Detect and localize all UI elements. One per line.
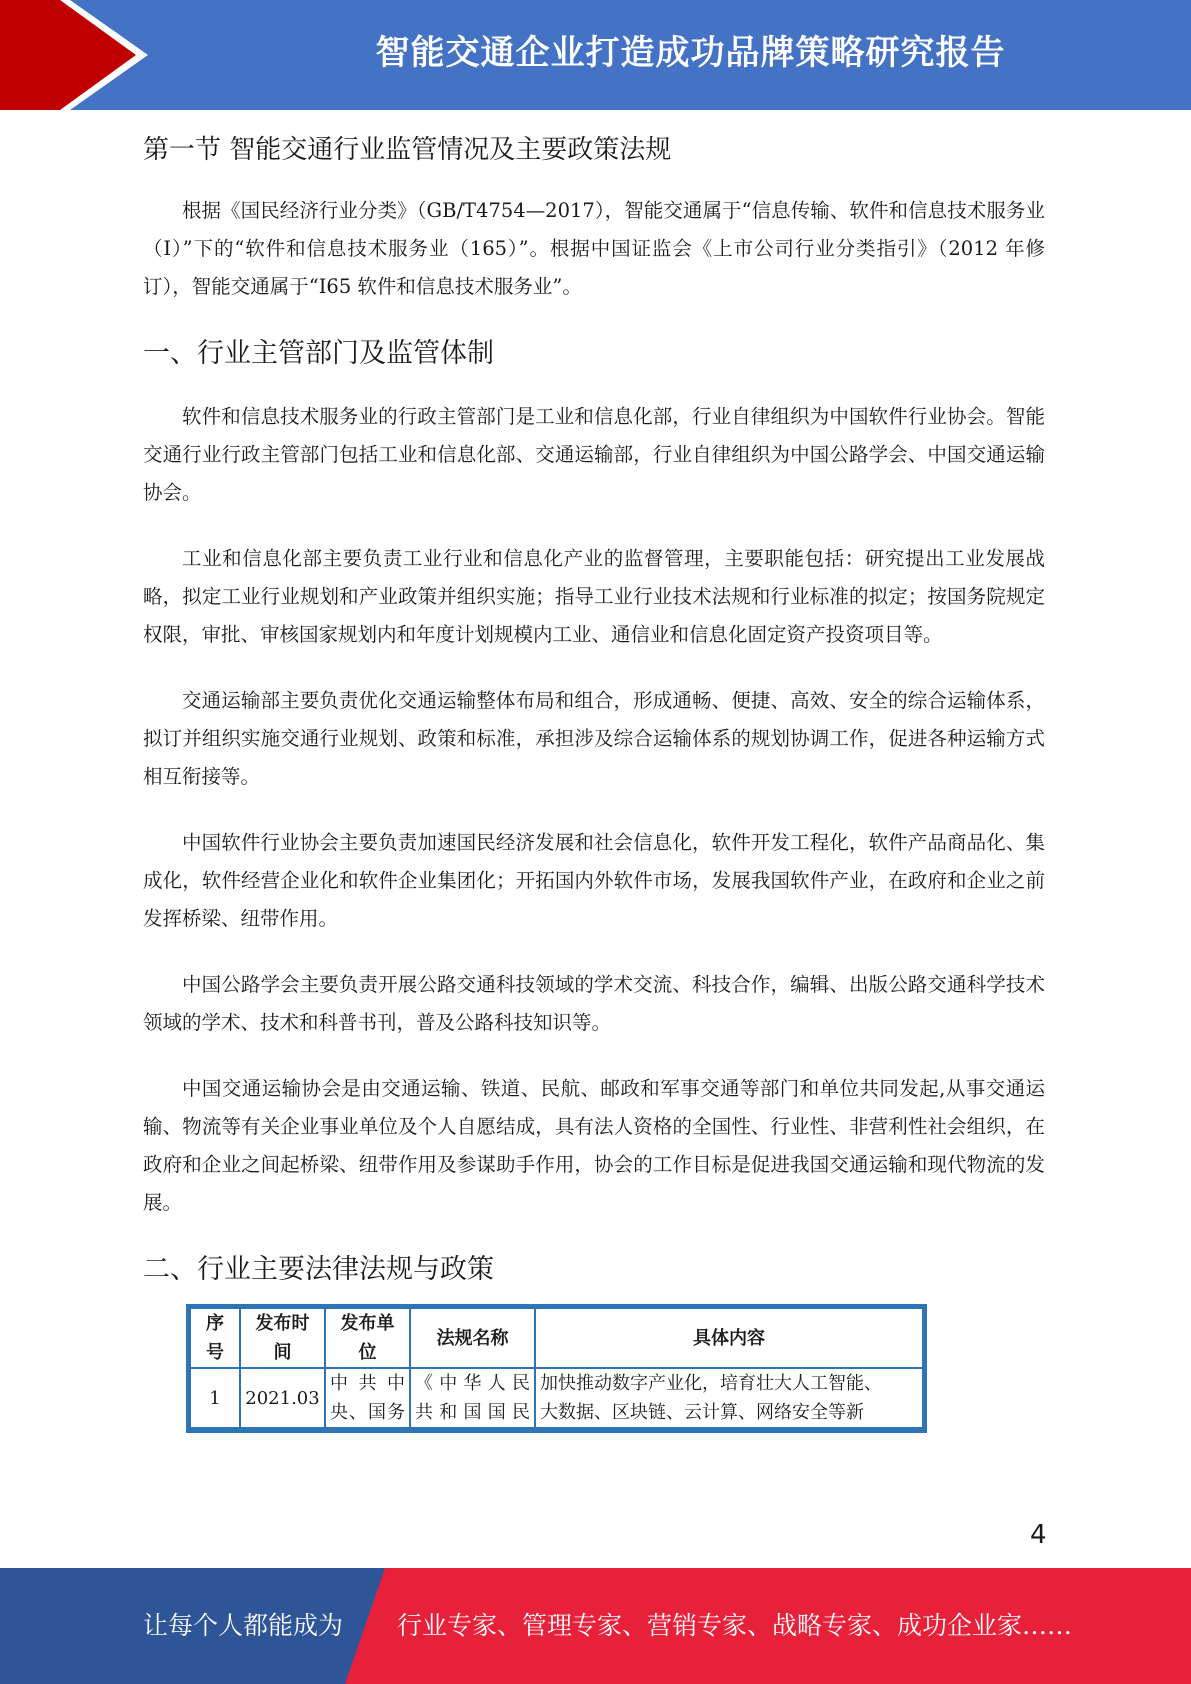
paragraph: 中国公路学会主要负责开展公路交通科技领域的学术交流、科技合作，编辑、出版公路交通科学技术领域的学术、技术和科普书刊，普及公路科技知识等。 xyxy=(143,973,1045,1034)
cell-no: 1 xyxy=(190,1368,240,1428)
col-header-name: 法规名称 xyxy=(410,1308,535,1368)
section-title: 第一节 智能交通行业监管情况及主要政策法规 xyxy=(143,135,672,165)
subsection-title-regulators: 一、行业主管部门及监管体制 xyxy=(143,338,494,369)
col-header-content: 具体内容 xyxy=(535,1308,923,1368)
intro-paragraph: 根据《国民经济行业分类》（GB/T4754—2017），智能交通属于“信息传输、软件和信息技术服务业（I）”下的“软件和信息技术服务业（165）”。根据中国证监会《上市公司行业分类指引》（2012 年修订），智能交通属于“I65 软件和信息技术服务业”。 xyxy=(143,199,1045,298)
main-content xyxy=(143,130,1045,1433)
paragraph: 工业和信息化部主要负责工业行业和信息化产业的监督管理，主要职能包括：研究提出工业发展战略，拟定工业行业规划和产业政策并组织实施；指导工业行业技术法规和行业标准的拟定；按国务院规定权限，审批、审核国家规划内和年度计划规模内工业、通信业和信息化固定资产投资项目等。 xyxy=(143,547,1045,646)
header-title: 智能交通企业打造成功品牌策略研究报告 xyxy=(375,33,1006,73)
cell-name: 《中华人民 共和国国民 xyxy=(410,1368,535,1428)
page-header xyxy=(0,0,1191,110)
col-header-issuer: 发布单 位 xyxy=(325,1308,410,1368)
footer-slogan-right: 行业专家、管理专家、营销专家、战略专家、成功企业家…… xyxy=(397,1611,1073,1640)
paragraph: 中国交通运输协会是由交通运输、铁道、民航、邮政和军事交通等部门和单位共同发起,从事交通运输、物流等有关企业事业单位及个人自愿结成，具有法人资格的全国性、行业性、非营利性社会组织，在政府和企业之间起桥梁、纽带作用及参谋助手作用，协会的工作目标是促进我国交通运输和现代物流的发展。 xyxy=(143,1077,1045,1214)
cell-issuer: 中共中 央、国务 xyxy=(325,1368,410,1428)
paragraph: 交通运输部主要负责优化交通运输整体布局和组合，形成通畅、便捷、高效、安全的综合运输体系，拟订并组织实施交通行业规划、政策和标准，承担涉及综合运输体系的规划协调工作，促进各种运输方式相互衔接等。 xyxy=(143,689,1045,788)
policy-table xyxy=(186,1304,927,1433)
footer-slogan-left: 让每个人都能成为 xyxy=(143,1611,344,1640)
col-header-no: 序 号 xyxy=(190,1308,240,1368)
paragraph: 软件和信息技术服务业的行政主管部门是工业和信息化部，行业自律组织为中国软件行业协会。智能交通行业行政主管部门包括工业和信息化部、交通运输部，行业自律组织为中国公路学会、中国交通运输协会。 xyxy=(143,405,1045,504)
cell-date: 2021.03 xyxy=(240,1368,325,1428)
col-header-date: 发布时 间 xyxy=(240,1308,325,1368)
page-number: 4 xyxy=(1030,1520,1047,1550)
page-footer xyxy=(0,1568,1191,1684)
table-row xyxy=(190,1368,923,1428)
cell-content: 加快推动数字产业化，培育壮大人工智能、 大数据、区块链、云计算、网络安全等新 xyxy=(535,1368,923,1428)
subsection-title-laws: 二、行业主要法律法规与政策 xyxy=(143,1254,494,1285)
paragraph: 中国软件行业协会主要负责加速国民经济发展和社会信息化，软件开发工程化，软件产品商品化、集成化，软件经营企业化和软件企业集团化；开拓国内外软件市场，发展我国软件产业，在政府和企业之前发挥桥梁、纽带作用。 xyxy=(143,831,1045,930)
table-header-row xyxy=(190,1308,923,1368)
header-red-arrow xyxy=(0,0,160,110)
